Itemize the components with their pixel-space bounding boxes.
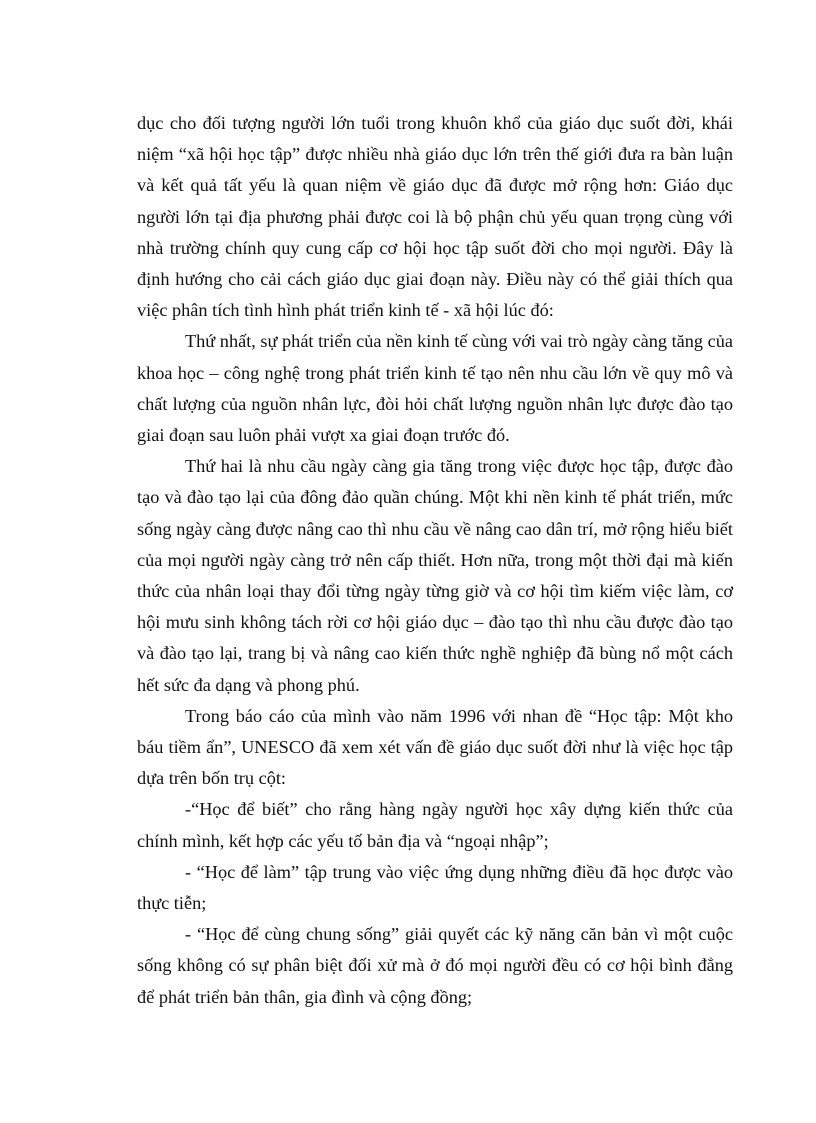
paragraph-continuation: dục cho đối tượng người lớn tuổi trong khuôn khổ của giáo dục suốt đời, khái niệm “xã hội học tập” được nhiều nhà giáo dục lớn trên thế giới đưa ra bàn luận và kết quả tất yếu là quan niệm về giáo dục đã được mở rộng hơn: Giáo dục người lớn tại địa phương phải được coi là bộ phận chủ yếu quan trọng cùng với nhà trường chính quy cung cấp cơ hội học tập suốt đời cho mọi người. Đây là định hướng cho cải cách giáo dục giai đoạn này. Điều này có thể giải thích qua việc phân tích tình hình phát triển kinh tế - xã hội lúc đó: (137, 113, 733, 321)
paragraph-second-reason: Thứ hai là nhu cầu ngày càng gia tăng trong việc được học tập, được đào tạo và đào tạo lại của đông đảo quần chúng. Một khi nền kinh tế phát triển, mức sống ngày càng được nâng cao thì nhu cầu về nâng cao dân trí, mở rộng hiểu biết của mọi người ngày càng trở nên cấp thiết. Hơn nữa, trong một thời đại mà kiến thức của nhân loại thay đổi từng ngày từng giờ và cơ hội tìm kiếm việc làm, cơ hội mưu sinh không tách rời cơ hội giáo dục – đào tạo thì nhu cầu được đào tạo và đào tạo lại, trang bị và nâng cao kiến thức nghề nghiệp đã bùng nổ một cách hết sức đa dạng và phong phú. (137, 456, 733, 695)
pillar-learning-to-know: -“Học để biết” cho rằng hàng ngày người học xây dựng kiến thức của chính mình, kết hợp các yếu tố bản địa và “ngoại nhập”; (137, 799, 733, 851)
pillar-learning-to-do: - “Học để làm” tập trung vào việc ứng dụng những điều đã học được vào thực tiễn; (137, 861, 733, 914)
paragraph-first-reason: Thứ nhất, sự phát triển của nền kinh tế cùng với vai trò ngày càng tăng của khoa học – công nghệ trong phát triển kinh tế tạo nên nhu cầu lớn về quy mô và chất lượng của nguồn nhân lực, đòi hỏi chất lượng nguồn nhân lực được đào tạo giai đoạn sau luôn phải vượt xa giai đoạn trước đó. (137, 331, 733, 446)
body-text (137, 108, 733, 1013)
pillar-learning-to-live-together: - “Học để cùng chung sống” giải quyết các kỹ năng căn bản vì một cuộc sống không có sự phân biệt đối xử mà ở đó mọi người đều có cơ hội bình đẳng để phát triển bản thân, gia đình và cộng đồng; (137, 924, 733, 1007)
paragraph-unesco-report: Trong báo cáo của mình vào năm 1996 với nhan đề “Học tập: Một kho báu tiềm ẩn”, UNESCO đã xem xét vấn đề giáo dục suốt đời như là việc học tập dựa trên bốn trụ cột: (137, 705, 733, 789)
